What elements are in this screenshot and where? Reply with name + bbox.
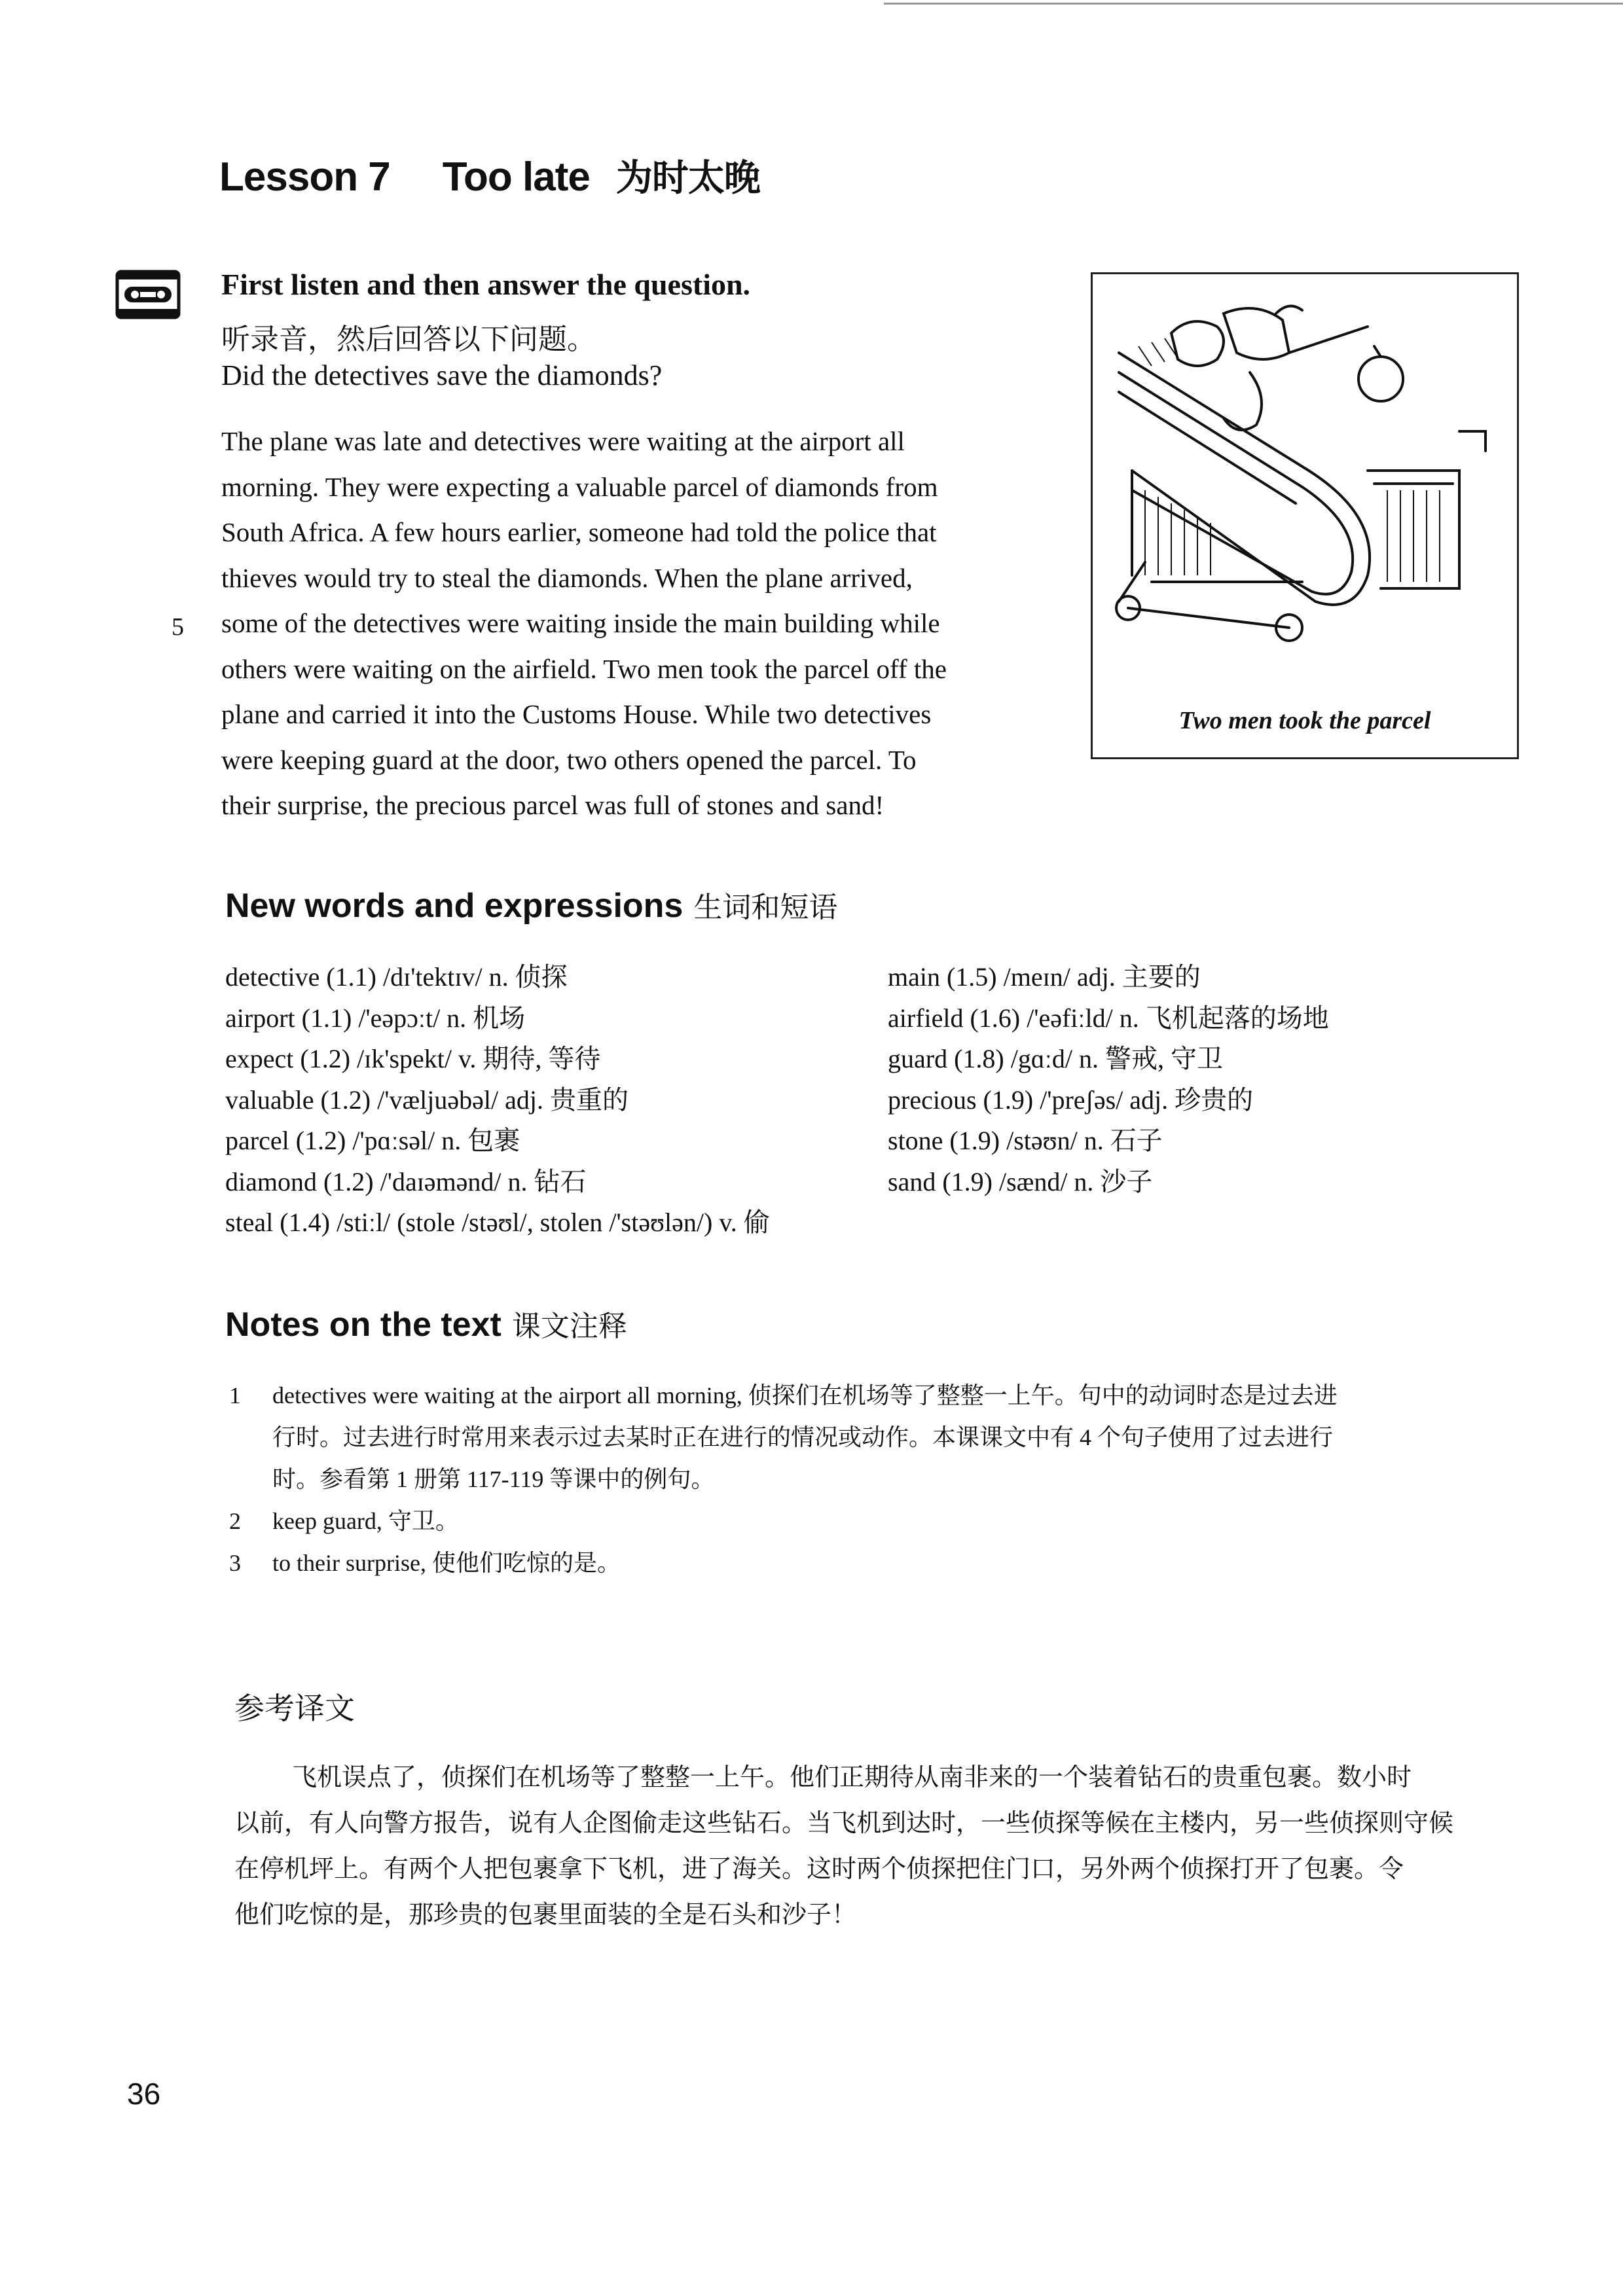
passage-line: their surprise, the precious parcel was full of stones and sand! (221, 790, 884, 820)
translation-line: 在停机坪上。有两个人把包裹拿下飞机，进了海关。这时两个侦探把住门口，另外两个侦探打开了包裹。令 (234, 1854, 1404, 1883)
lesson-title (219, 149, 760, 202)
question-heading: First listen and then answer the question. (221, 268, 751, 301)
note-item (229, 1374, 1539, 1500)
vocab-item: stone (1.9) /stəʊn/ n. 石子 (888, 1126, 1163, 1155)
vocab-item: main (1.5) /meɪn/ adj. 主要的 (888, 962, 1201, 992)
line-number: 5 (172, 613, 184, 641)
note-text: detectives were waiting at the airport all morning, 侦探们在机场等了整整一上午。句中的动词时态是过去进 (272, 1382, 1338, 1408)
vocab-item: steal (1.4) /stiːl/ (stole /stəʊl/, stolen /'stəʊlən/) v. 偷 (225, 1208, 770, 1237)
note-number: 2 (229, 1508, 241, 1534)
notes-heading-en: Notes on the text (225, 1306, 501, 1344)
lesson-title-zh: 为时太晚 (615, 157, 760, 200)
note-number: 1 (229, 1382, 241, 1408)
note-item (229, 1500, 1539, 1542)
cassette-tape-icon (115, 270, 181, 319)
note-text: to their surprise, 使他们吃惊的是。 (272, 1550, 621, 1576)
translation-line: 飞机误点了，侦探们在机场等了整整一上午。他们正期待从南非来的一个装着钻石的贵重包裹。数小时 (292, 1763, 1412, 1791)
note-text: keep guard, 守卫。 (272, 1508, 459, 1534)
vocab-item: precious (1.9) /'preʃəs/ adj. 珍贵的 (888, 1085, 1254, 1115)
vocab-item: valuable (1.2) /'væljuəbəl/ adj. 贵重的 (225, 1085, 629, 1115)
notes-heading (225, 1302, 627, 1344)
vocab-item: sand (1.9) /sænd/ n. 沙子 (888, 1166, 1153, 1196)
question-heading-zh: 听录音，然后回答以下问题。 (221, 323, 596, 356)
passage-line: South Africa. A few hours earlier, someone had told the police that (221, 517, 937, 547)
passage-line: others were waiting on the airfield. Two men took the parcel off the (221, 653, 947, 684)
question-text: Did the detectives save the diamonds? (221, 359, 663, 391)
new-words-heading (225, 884, 837, 925)
illustration-frame (1091, 272, 1519, 759)
vocab-list-left (225, 957, 770, 1244)
translation-line: 以前，有人向警方报告，说有人企图偷走这些钻石。当飞机到达时，一些侦探等候在主楼内，另一些侦探则守候 (234, 1808, 1454, 1837)
note-text: 行时。过去进行时常用来表示过去某时正在进行的情况或动作。本课课文中有 4 个句子使用了过去进行 (272, 1424, 1334, 1450)
page-number: 36 (127, 2077, 161, 2111)
vocab-item: guard (1.8) /gɑːd/ n. 警戒, 守卫 (888, 1044, 1223, 1073)
vocab-item: parcel (1.2) /'pɑːsəl/ n. 包裹 (225, 1126, 520, 1155)
note-item (229, 1542, 1539, 1584)
note-number: 3 (229, 1550, 241, 1576)
vocab-list-right (888, 957, 1329, 1202)
note-text: 时。参看第 1 册第 117-119 等课中的例句。 (272, 1466, 715, 1492)
translation-line: 他们吃惊的是，那珍贵的包裹里面装的全是石头和沙子！ (234, 1900, 857, 1929)
vocab-item: detective (1.1) /dɪ'tektɪv/ n. 侦探 (225, 962, 568, 992)
notes-list (229, 1374, 1539, 1584)
passage (221, 419, 1033, 829)
passage-line: thieves would try to steal the diamonds. When the plane arrived, (221, 562, 913, 593)
illustration-caption: Two men took the parcel (1178, 707, 1431, 734)
vocab-item: expect (1.2) /ɪk'spekt/ v. 期待, 等待 (225, 1044, 601, 1073)
conveyor-illustration (1093, 274, 1517, 693)
passage-line: were keeping guard at the door, two others opened the parcel. To (221, 744, 917, 775)
notes-heading-zh: 课文注释 (511, 1310, 627, 1343)
lesson-label: Lesson 7 (219, 154, 390, 200)
top-rule (884, 3, 1623, 5)
translation-body (234, 1754, 1531, 1937)
passage-line: plane and carried it into the Customs House. While two detectives (221, 699, 932, 729)
new-words-heading-en: New words and expressions (225, 887, 684, 925)
passage-line: some of the detectives were waiting inside the main building while (221, 608, 940, 638)
vocab-item: airfield (1.6) /'eəfiːld/ n. 飞机起落的场地 (888, 1003, 1329, 1033)
new-words-heading-zh: 生词和短语 (693, 891, 838, 924)
passage-line: The plane was late and detectives were waiting at the airport all (221, 426, 905, 456)
passage-line: morning. They were expecting a valuable parcel of diamonds from (221, 471, 938, 502)
vocab-item: diamond (1.2) /'daɪəmənd/ n. 钻石 (225, 1166, 587, 1196)
vocab-item: airport (1.1) /'eəpɔːt/ n. 机场 (225, 1003, 526, 1033)
translation-heading: 参考译文 (234, 1691, 355, 1726)
lesson-title-en: Too late (442, 154, 590, 200)
